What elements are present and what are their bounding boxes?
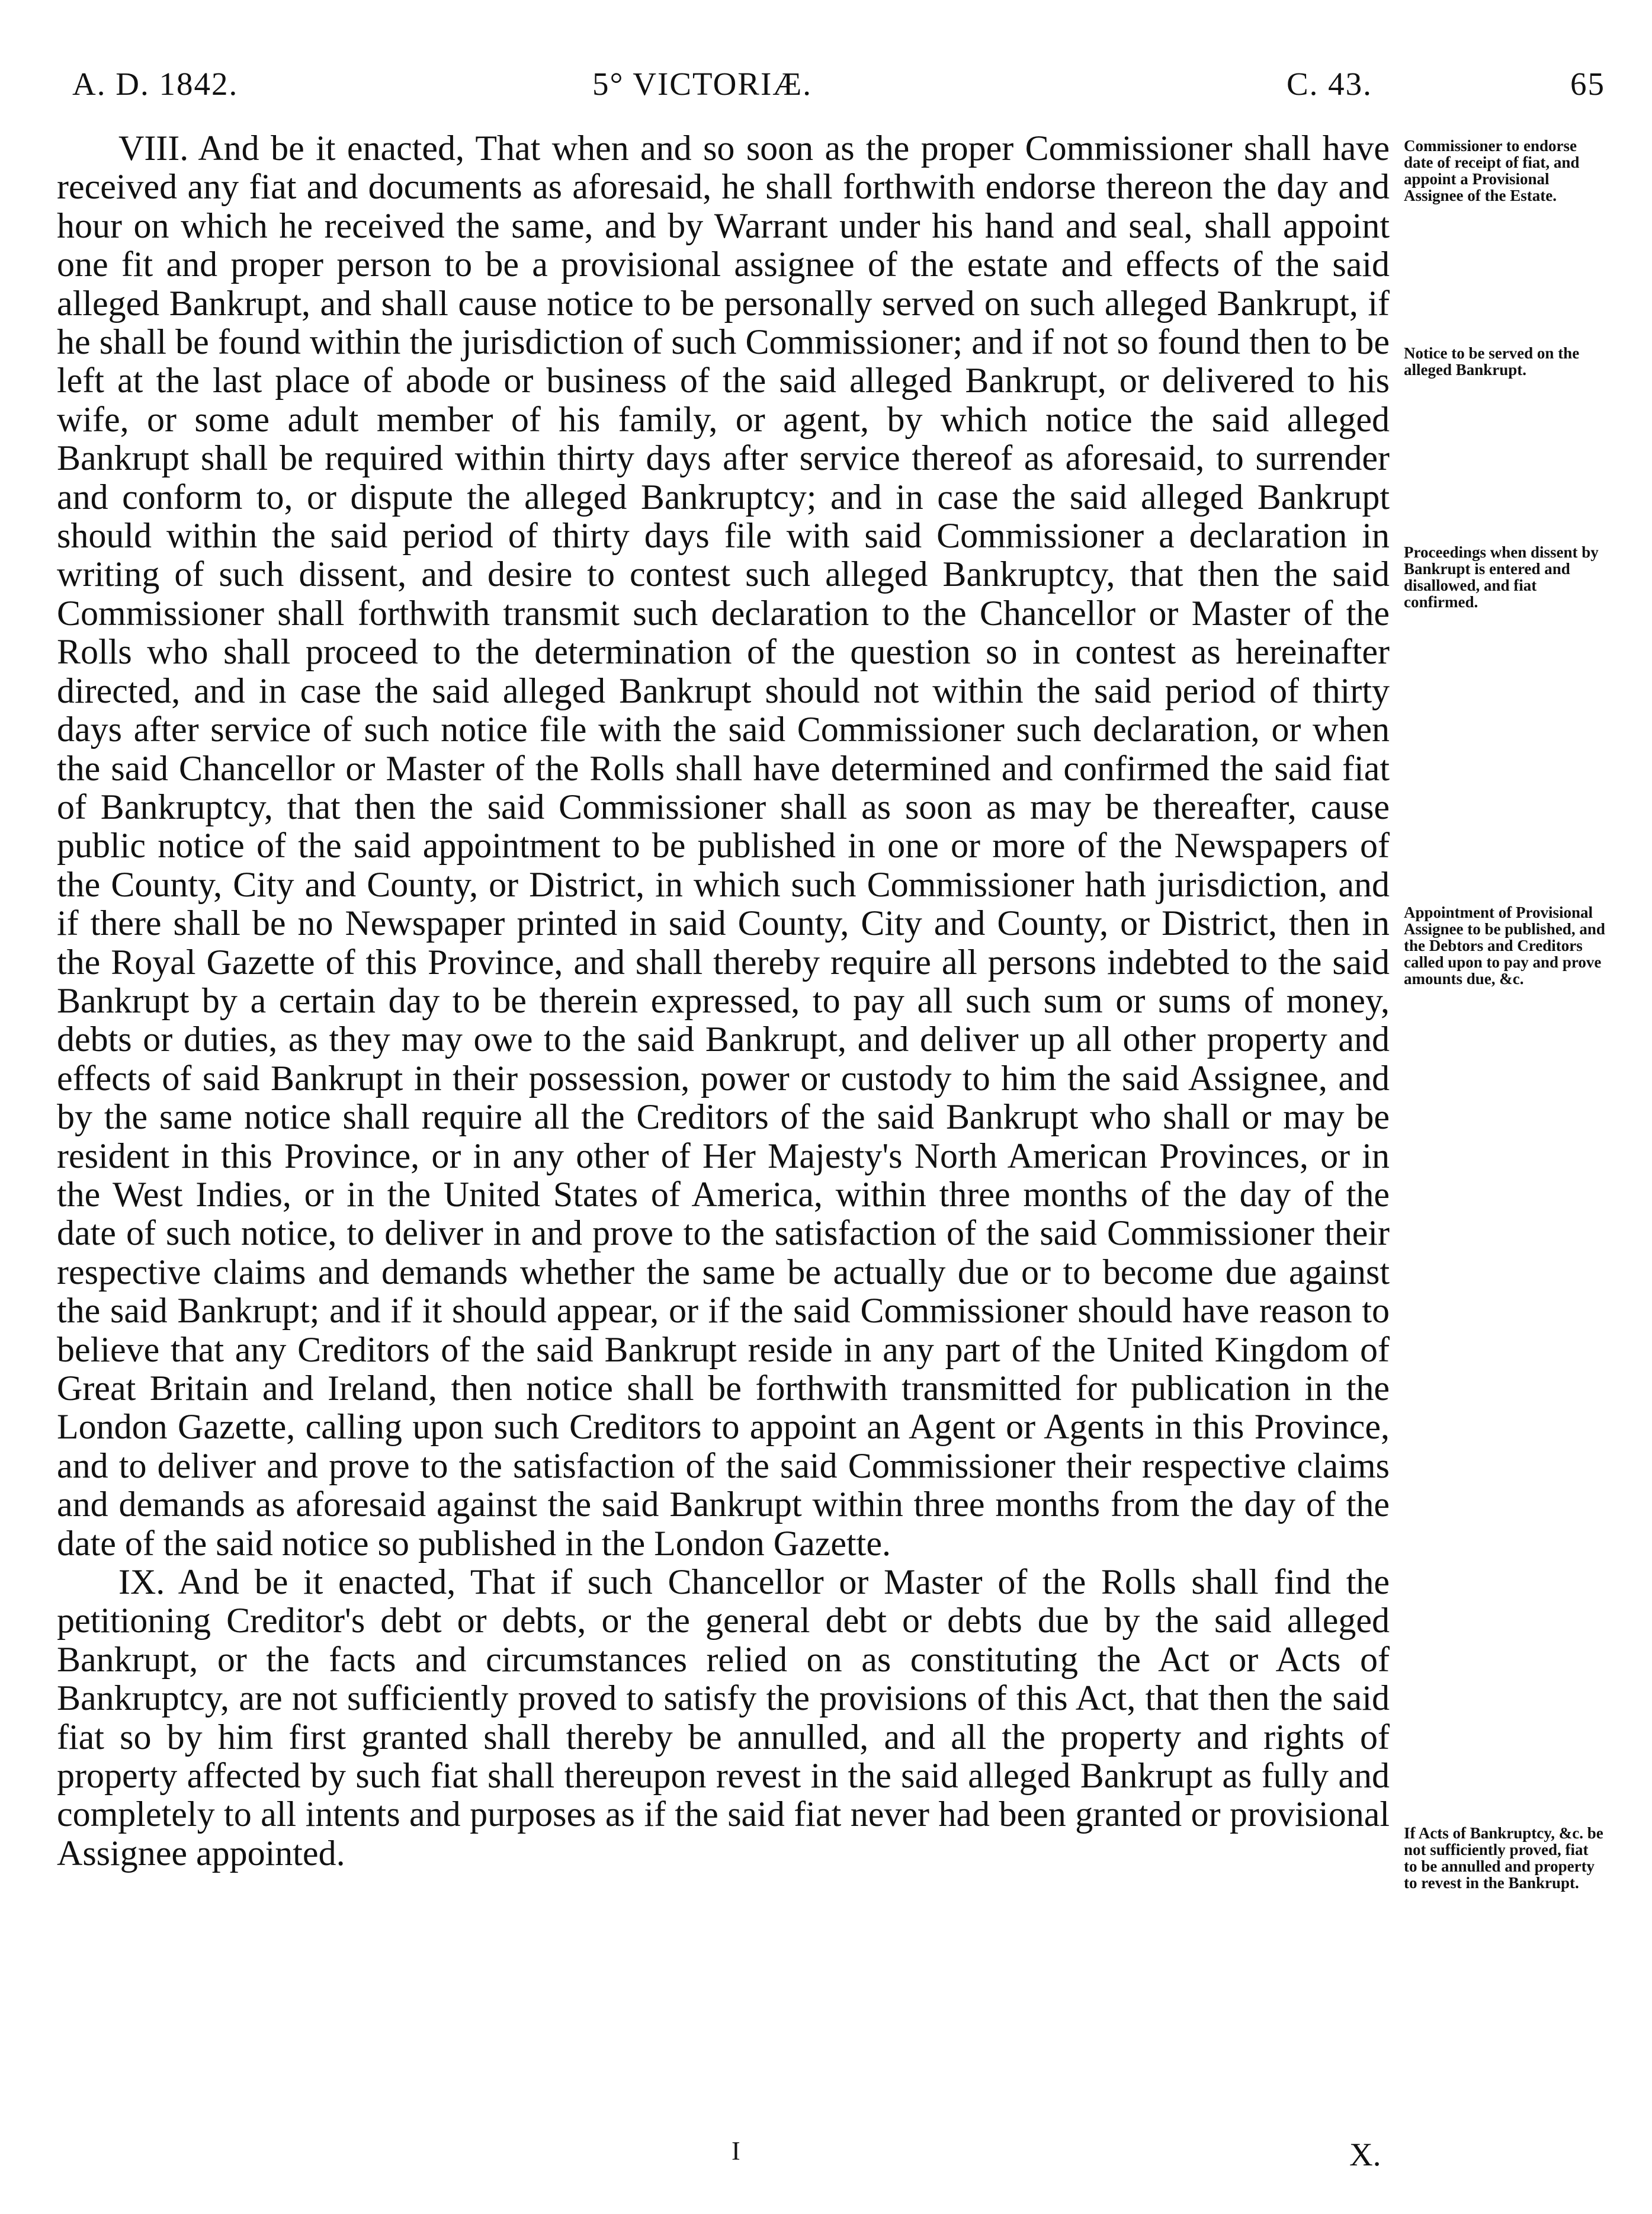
section-viii: VIII. And be it enacted, That when and so soon as the proper Commissioner shall have received any fiat and documents as aforesaid, he shall forthwith endorse thereon the day and hour on which he received the same, and by Warrant under his hand and seal, shall appoint one fit and proper person to be a provisional assignee of the estate and effects of the said alleged Bankrupt, and shall cause notice to be personally served on such alleged Bankrupt, if he shall be found within the jurisdiction of such Commissioner; and if not so found then to be left at the last place of abode or business of the said alleged Bankrupt, or delivered to his wife, or some adult member of his family, or agent, by which notice the said alleged Bankrupt shall be required within thirty days after service thereof as aforesaid, to surrender and conform to, or dispute the alleged Bankruptcy; and in case the said alleged Bankrupt should within the said period of thirty days file with said Commissioner a declaration in writing of such dissent, and desire to contest such alleged Bankruptcy, that then the said Commissioner shall forthwith transmit such declaration to the Chancellor or Master of the Rolls who shall proceed to the determination of the question so in contest as hereinafter directed, and in case the said alleged Bankrupt should not within the said period of thirty days after service of such notice file with the said Commissioner such declaration, or when the said Chancellor or Master of the Rolls shall have determined and confirmed the said fiat of Bankruptcy, that then the said Commissioner shall as soon as may be thereafter, cause public notice of the said appointment to be published in one or more of the Newspapers of the County, City and County, or District, in which such Commissioner hath jurisdiction, and if there shall be no Newspaper printed in said County, City and County, or District, then in the Royal Gazette of this Province, and shall thereby require all persons indebted to the said Bankrupt by a certain day to be therein expressed, to pay all such sum or sums of money, debts or duties, as they may owe to the said Bankrupt, and deliver up all other property and effects of said Bankrupt in their possession, power or custody to him the said Assignee, and by the same notice shall require all the Creditors of the said Bankrupt who shall or may be resident in this Province, or in any other of Her Majesty's North American Provinces, or in the West Indies, or in the United States of America, within three months of the day of the date of such notice, to deliver in and prove to the satisfaction of the said Commissioner their respective claims and demands whether the same be actually due or to become due against the said Bankrupt; and if it should appear, or if the said Commissioner should have reason to believe that any Creditors of the said Bankrupt reside in any part of the United Kingdom of Great Britain and Ireland, then notice shall be forthwith transmitted for publication in the London Gazette, calling upon such Creditors to appoint an Agent or Agents in this Province, and to deliver and prove to the satisfaction of the said Commissioner their respective claims and demands as aforesaid against the said Bankrupt within three months from the day of the date of the said notice so published in the London Gazette.	[57, 129, 1390, 1563]
marginal-note-endorse-date: Commissioner to endorse date of receipt of fiat, and appoint a Provisional Assignee of the Estate.	[1404, 137, 1580, 204]
marginal-note-appointment-published: Appointment of Provisional Assignee to be published, and the Debtors and Creditors called upon to pay and prove amounts due, &c.	[1404, 903, 1605, 988]
header-regnal-year: 5° VICTORIÆ.	[592, 66, 812, 102]
marginal-note-dissent-proceedings: Proceedings when dissent by Bankrupt is entered and disallowed, and fiat confirmed.	[1404, 543, 1599, 611]
running-header	[72, 65, 1605, 107]
header-page-number: 65	[1570, 66, 1605, 102]
section-ix: IX. And be it enacted, That if such Chancellor or Master of the Rolls shall find the petitioning Creditor's debt or debts, or the general debt or debts due by the said alleged Bankrupt, or the facts and circumstances relied on as constituting the Act or Acts of Bankruptcy, are not sufficiently proved to satisfy the provisions of this Act, that then the said fiat so by him first granted shall thereby be annulled, and all the property and rights of property affected by such fiat shall thereupon revest in the said alleged Bankrupt as fully and completely to all intents and purposes as if the said fiat never had been granted or provisional Assignee appointed.	[57, 1562, 1390, 1873]
header-year: A. D. 1842.	[72, 66, 239, 102]
header-chapter: C. 43.	[1287, 66, 1372, 102]
marginal-note-notice-served: Notice to be served on the alleged Bankrupt.	[1404, 344, 1580, 379]
signature-mark: I	[732, 2136, 740, 2165]
marginal-note-fiat-annulled: If Acts of Bankruptcy, &c. be not sufficiently proved, fiat to be annulled and property to revest in the Bankrupt.	[1404, 1824, 1603, 1892]
catchword: X.	[1349, 2136, 1381, 2173]
statute-body	[57, 129, 1390, 1873]
page-footer	[0, 2136, 1652, 2177]
